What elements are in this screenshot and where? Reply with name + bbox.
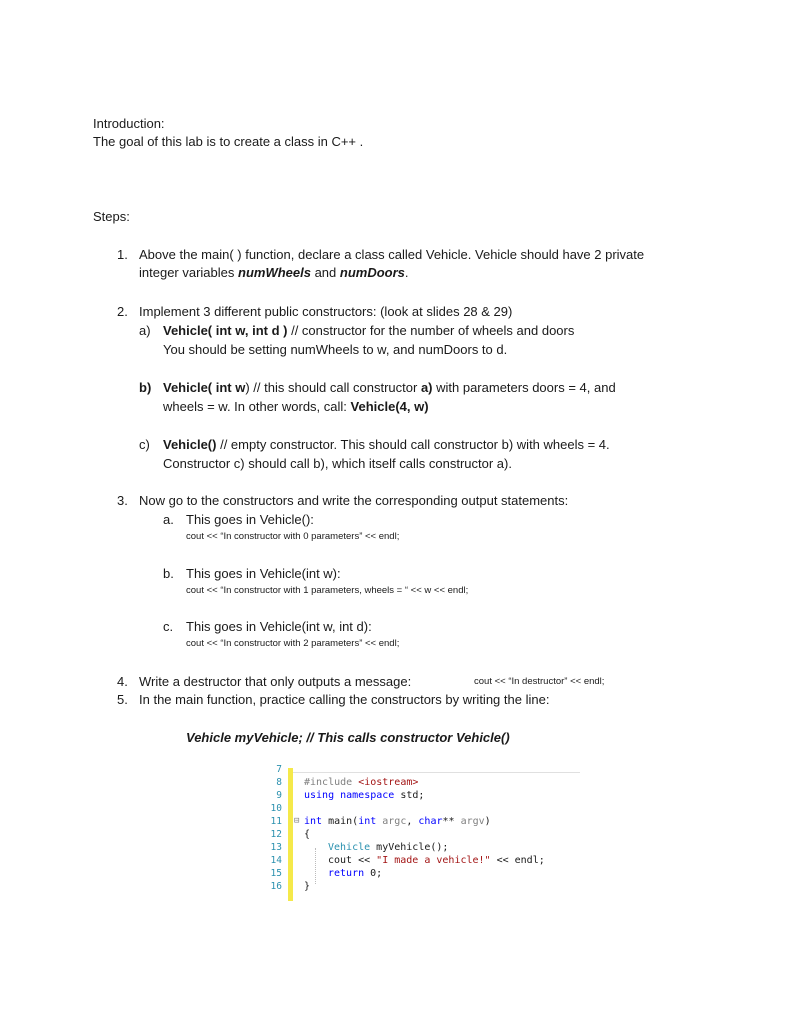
step-2b-signature: Vehicle( int w [163,380,246,395]
step-5-text: In the main function, practice calling the constructors by writing the line: [139,692,550,707]
step-2a-line-2: You should be setting numWheels to w, and numDoors to d. [163,342,508,357]
change-indicator-bar [288,768,293,901]
step-2a-label: a) [139,323,151,338]
step-3c-label: c. [163,619,174,634]
step-2c-label: c) [139,437,150,452]
indent-guide [315,848,317,884]
code-text: ) [484,816,491,827]
line-number: 14 [270,855,282,866]
step-1-number: 1. [117,247,128,262]
type-name: Vehicle [328,842,371,853]
step-3a-label: a. [163,512,174,527]
step-3b-text: This goes in Vehicle(int w): [186,566,341,581]
code-line-13 [328,842,448,853]
code-listing [262,764,582,904]
intro-heading: Introduction: [93,116,165,131]
step-1-line-1: Above the main( ) function, declare a class called Vehicle. Vehicle should have 2 private [139,247,645,262]
line-number: 11 [270,816,282,827]
code-text: myVehicle(); [370,842,449,853]
code-text: , [406,816,419,827]
step-2a-comment: // constructor for the number of wheels and doors [287,323,575,338]
keyword: char [418,816,443,827]
line-number: 8 [276,777,282,788]
line-number: 9 [276,790,282,801]
step-4-number: 4. [117,674,128,689]
code-text: std; [394,790,425,801]
step-2a-signature: Vehicle( int w, int d ) [163,323,288,338]
step-2b-line-2-prefix: wheels = w. In other words, call: [163,399,351,414]
step-2c-signature: Vehicle() [163,437,217,452]
line-number: 15 [270,868,282,879]
code-text: << endl; [490,855,545,866]
line-number: 13 [270,842,282,853]
step-2c-line-2: Constructor c) should call b), which itself calls constructor a). [163,456,512,471]
step-2a-line-1 [163,322,574,339]
step-2b-call: Vehicle(4, w) [350,399,429,414]
step-2b-comment: ) // this should call constructor [245,380,421,395]
code-line-11 [304,816,491,827]
intro-text: The goal of this lab is to create a class in C++ . [93,134,364,149]
code-text: cout << [328,855,377,866]
code-text: 0; [364,868,383,879]
step-2c-line-1 [163,436,610,453]
step-2-number: 2. [117,304,128,319]
code-line-9 [304,790,424,801]
keyword: int [358,816,377,827]
var-num-wheels: numWheels [238,265,311,280]
step-3c-code: cout << “In constructor with 2 parameters” << endl; [186,638,400,649]
code-text: ** [442,816,455,827]
code-line-15 [328,868,382,879]
line-number: 10 [270,803,282,814]
step-1-line-2 [139,264,409,281]
parameter: argc [376,816,407,827]
step-4-code: cout << “In destructor” << endl; [474,676,605,687]
var-num-doors: numDoors [339,265,405,280]
code-line-8 [304,777,418,788]
code-line-14 [328,855,545,866]
code-line-12: { [304,829,311,840]
step-2b-label: b) [139,380,152,395]
keyword: int [304,816,323,827]
step-1-line-2-mid: and [310,265,340,280]
string-literal: "I made a vehicle!" [376,855,491,866]
step-2b-line-2 [163,398,429,415]
keyword: return [328,868,365,879]
include-target: <iostream> [358,777,419,788]
code-line-16: } [304,881,311,892]
step-2-line-1: Implement 3 different public constructors: (look at slides 28 & 29) [139,304,513,319]
step-4-text: Write a destructor that only outputs a message: [139,674,412,689]
line-number: 16 [270,881,282,892]
steps-heading: Steps: [93,209,130,224]
step-3-line-1: Now go to the constructors and write the corresponding output statements: [139,493,569,508]
step-2b-ref: a) [420,380,433,395]
code-top-rule [292,772,580,773]
step-3b-code: cout << “In constructor with 1 parameters, wheels = “ << w << endl; [186,585,469,596]
step-3c-text: This goes in Vehicle(int w, int d): [186,619,372,634]
step-3a-text: This goes in Vehicle(): [186,512,314,527]
step-5-number: 5. [117,692,128,707]
parameter: argv [454,816,485,827]
step-2b-line-1 [163,379,616,396]
step-2b-after: with parameters doors = 4, and [432,380,616,395]
step-1-line-2-prefix: integer variables [139,265,238,280]
example-code-line: Vehicle myVehicle; // This calls constructor Vehicle() [186,730,510,745]
preprocessor-directive: #include [304,777,359,788]
line-number: 12 [270,829,282,840]
code-text: main( [322,816,359,827]
step-3-number: 3. [117,493,128,508]
step-3b-label: b. [163,566,174,581]
step-1-line-2-end: . [404,265,409,280]
step-3a-code: cout << “In constructor with 0 parameters” << endl; [186,531,400,542]
step-2c-comment: // empty constructor. This should call constructor b) with wheels = 4. [216,437,610,452]
collapse-icon[interactable]: ⊟ [294,816,300,826]
keyword: using namespace [304,790,395,801]
line-number: 7 [276,764,282,775]
